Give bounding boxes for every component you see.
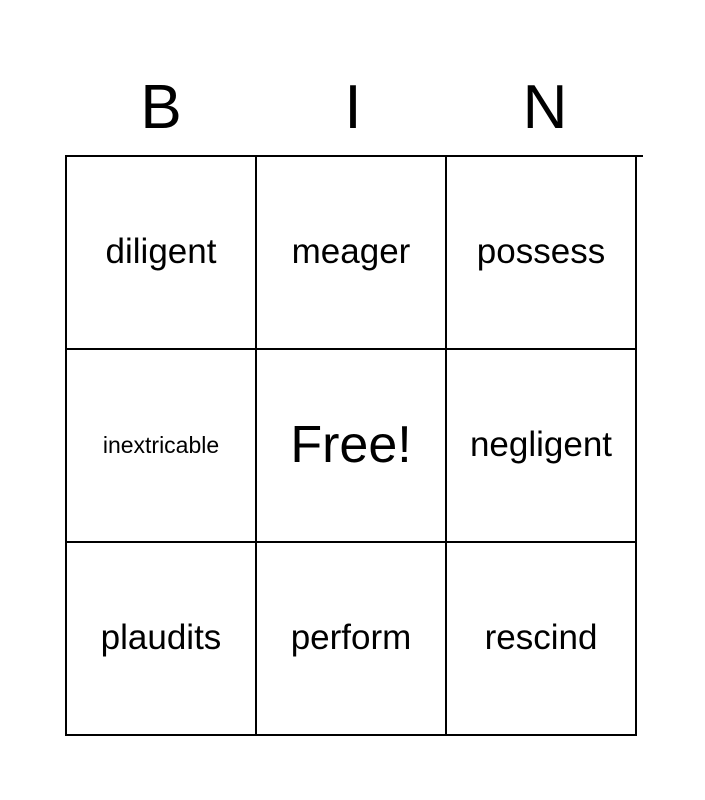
bingo-grid-row [67, 543, 643, 736]
bingo-cell[interactable] [67, 350, 257, 543]
bingo-grid-row [67, 350, 643, 543]
bingo-cell-label: meager [291, 232, 411, 272]
bingo-cell-label: plaudits [100, 618, 222, 658]
bingo-cell[interactable] [257, 543, 447, 736]
bingo-cell-label: possess [476, 232, 606, 272]
bingo-cell[interactable] [447, 543, 637, 736]
bingo-cell[interactable] [257, 157, 447, 350]
bingo-cell[interactable] [67, 543, 257, 736]
bingo-header-letter-i: I [344, 73, 362, 142]
bingo-grid [65, 155, 643, 736]
bingo-cell-label: negligent [469, 425, 613, 465]
bingo-cell-free[interactable] [257, 350, 447, 543]
bingo-grid-row [67, 157, 643, 350]
bingo-cell-label: diligent [105, 232, 217, 272]
bingo-cell-label: rescind [484, 618, 598, 658]
bingo-cell-label: perform [290, 618, 412, 658]
bingo-header-row [65, 60, 641, 155]
bingo-cell-label: inextricable [102, 432, 220, 459]
bingo-free-label: Free! [290, 416, 412, 475]
bingo-cell[interactable] [447, 157, 637, 350]
bingo-card [65, 60, 641, 736]
bingo-cell[interactable] [67, 157, 257, 350]
bingo-cell[interactable] [447, 350, 637, 543]
bingo-header-letter-n: N [522, 73, 568, 142]
bingo-header-letter-b: B [140, 73, 182, 142]
